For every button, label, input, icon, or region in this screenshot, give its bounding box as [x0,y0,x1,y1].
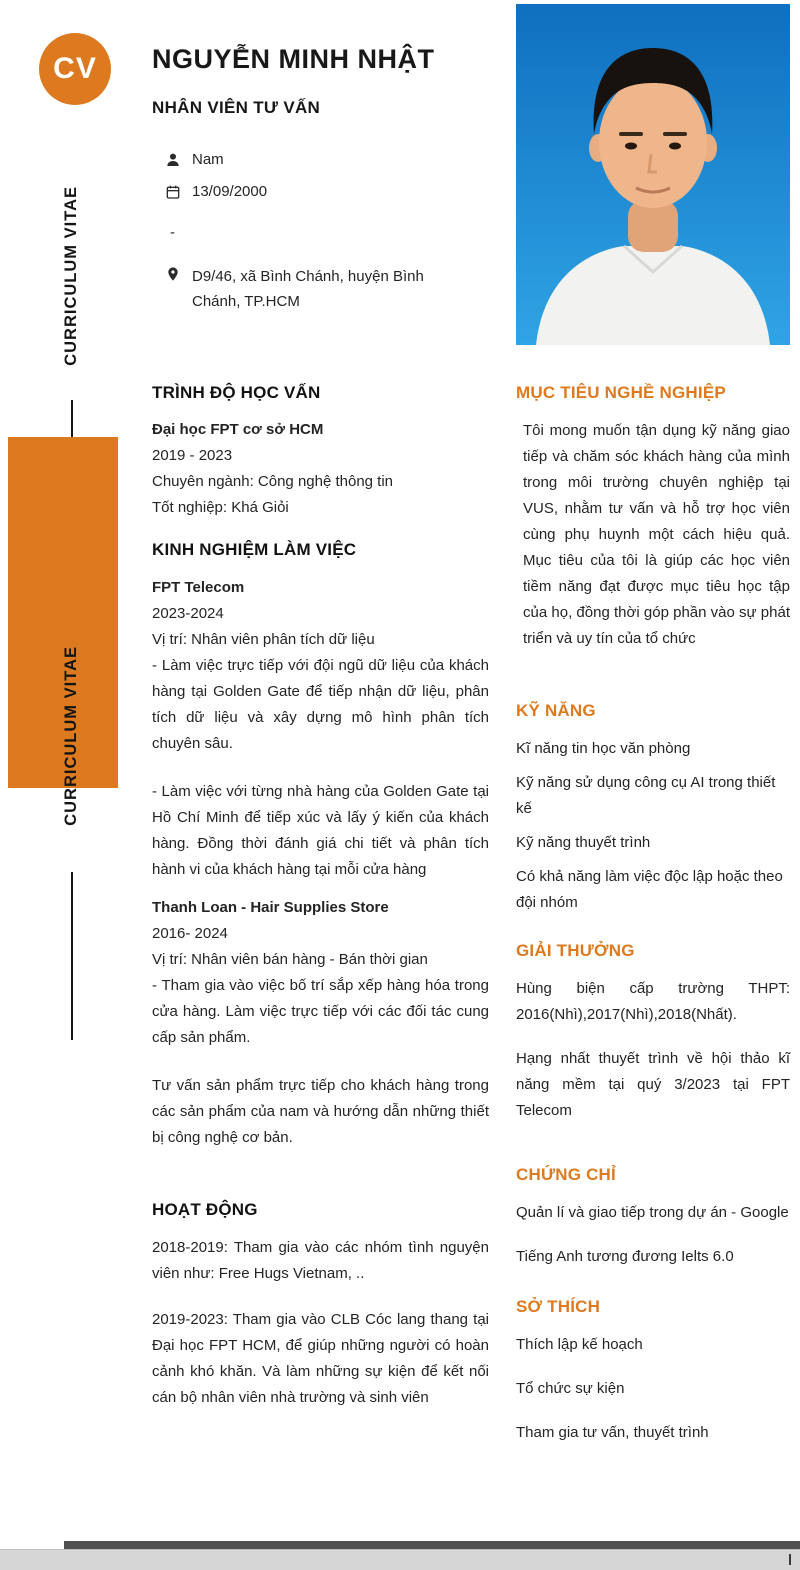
scrollbar-track[interactable] [0,1549,800,1570]
skill-item: Kĩ năng tin học văn phòng [516,740,691,757]
dob-row [165,182,475,202]
education-grade: Tốt nghiệp: Khá Giỏi [152,499,289,516]
job-detail: Tư vấn sản phẩm trực tiếp cho khách hàng trong các sản phẩm của nam và hướng dẫn những thiết bị công nghệ cơ bản. [152,1077,489,1146]
person-icon [165,150,182,168]
personal-info [165,150,475,326]
job-years: 2023-2024 [152,605,224,622]
experience-job [152,575,489,883]
hobby-item: Tổ chức sự kiện [516,1380,625,1397]
skill-item: Kỹ năng thuyết trình [516,834,651,851]
skill-item: Có khả năng làm việc độc lập hoặc theo đội nhóm [516,868,783,911]
vertical-title-bottom: CURRICULUM VITAE [62,646,80,826]
heading-certificates: CHỨNG CHỈ [516,1165,616,1184]
scrollbar-mark [789,1554,791,1565]
education-major: Chuyên ngành: Công nghệ thông tin [152,473,394,490]
hobby-item: Tham gia tư vấn, thuyết trình [516,1424,709,1441]
hobby-item: Thích lập kế hoạch [516,1336,643,1353]
calendar-icon [165,182,182,200]
job-position: Vị trí: Nhân viên bán hàng - Bán thời gian [152,951,428,968]
address-value: D9/46, xã Bình Chánh, huyện Bình Chánh, TP.HCM [192,268,424,310]
job-company: FPT Telecom [152,579,245,596]
education-years: 2019 - 2023 [152,447,233,464]
award-item: Hùng biện cấp trường THPT: 2016(Nhì),2017(Nhì),2018(Nhất). [516,980,790,1023]
vertical-title-top: CURRICULUM VITAE [62,186,80,366]
job-position: Vị trí: Nhân viên phân tích dữ liệu [152,631,375,648]
empty-field-row [165,223,475,243]
job-detail: - Làm việc với từng nhà hàng của Golden Gate tại Hồ Chí Minh để tiếp xúc và lấy ý kiến của khách hàng. Đồng thời đánh giá chi tiết và phân tích hành vi của khách hàng tại mỗi cửa hàng [152,783,489,878]
side-column [516,380,790,1464]
heading-activities: HOẠT ĐỘNG [152,1200,258,1219]
portrait-illustration [516,4,790,345]
heading-awards: GIẢI THƯỞNG [516,941,635,960]
dob-value: 13/09/2000 [192,183,268,200]
activity-item: 2019-2023: Tham gia vào CLB Cóc lang thang tại Đại học FPT HCM, để giúp những người có hoàn cảnh khó khăn. Và làm những sự kiện để kết nối cán bộ nhân viên nhà trường và sinh viên [152,1311,489,1406]
gender-row [165,150,475,170]
job-title: NHÂN VIÊN TƯ VẤN [152,98,321,117]
job-detail: - Làm việc trực tiếp với đội ngũ dữ liệu của khách hàng tại Golden Gate để tiếp nhận dữ liệu, phân tích dữ liệu và xây dựng mô hình phân tích chuyên sâu. [152,657,489,752]
job-detail: - Tham gia vào việc bố trí sắp xếp hàng hóa trong cửa hàng. Làm việc trực tiếp với các đối tác cung cấp sản phẩm. [152,977,489,1046]
gender-value: Nam [192,151,224,168]
activity-item: 2018-2019: Tham gia vào các nhóm tình nguyện viên như: Free Hugs Vietnam, .. [152,1239,489,1282]
award-item: Hạng nhất thuyết trình về hội thảo kĩ năng mềm tại quý 3/2023 tại FPT Telecom [516,1050,790,1119]
heading-hobbies: SỞ THÍCH [516,1297,601,1316]
sidebar-line-bottom [71,872,73,1040]
scrollbar-thumb[interactable] [64,1541,800,1549]
main-column [152,380,489,1411]
certificate-item: Tiếng Anh tương đương Ielts 6.0 [516,1248,734,1265]
skill-item: Kỹ năng sử dụng công cụ AI trong thiết kế [516,774,776,817]
page-title: NGUYỄN MINH NHẬT [152,44,435,74]
heading-objective: MỤC TIÊU NGHỀ NGHIỆP [516,383,726,402]
heading-experience: KINH NGHIỆM LÀM VIỆC [152,540,357,559]
experience-job [152,895,489,1151]
certificate-item: Quản lí và giao tiếp trong dự án - Google [516,1204,789,1221]
education-school: Đại học FPT cơ sở HCM [152,421,324,438]
cv-badge-label: CV [53,52,97,85]
objective-text: Tôi mong muốn tận dụng kỹ năng giao tiếp và chăm sóc khách hàng của mình trong môi trường chuyên nghiệp tại VUS, nhằm tư vấn và hỗ trợ học viên cùng phụ huynh một cách hiệu quả. Mục tiêu của tôi là giúp các học viên tiềm năng đạt được mục tiêu học tập của họ, đồng thời góp phần vào sự phát triển và uy tín của tổ chức [523,422,790,647]
cv-badge [39,33,111,105]
empty-field-value: - [170,224,175,241]
job-company: Thanh Loan - Hair Supplies Store [152,899,389,916]
education-block [152,417,489,521]
address-row [165,264,475,314]
profile-photo [516,4,790,345]
location-pin-icon [165,264,182,282]
heading-skills: KỸ NĂNG [516,701,596,720]
job-years: 2016- 2024 [152,925,228,942]
sidebar-line-top [71,400,73,437]
heading-education: TRÌNH ĐỘ HỌC VẤN [152,383,321,402]
